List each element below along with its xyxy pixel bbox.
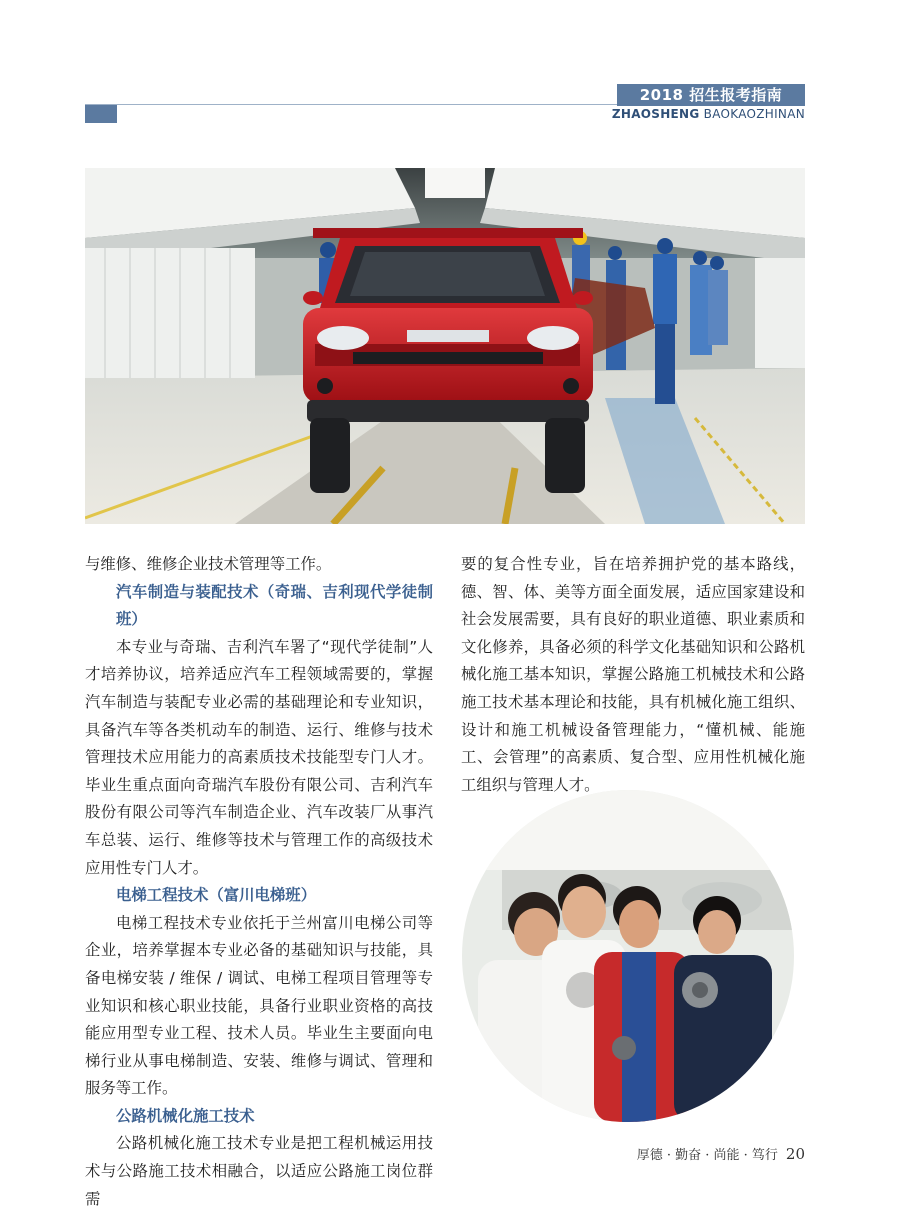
paragraph: 与维修、维修企业技术管理等工作。	[85, 555, 332, 573]
workshop-photo	[462, 790, 794, 1122]
section-heading-elevator: 电梯工程技术（富川电梯班）	[116, 886, 317, 905]
paragraph: 电梯工程技术专业依托于兰州富川电梯公司等企业，培养掌握本专业必备的基础知识与技能，具备电梯安装 / 维保 / 调试、电梯工程项目管理等专业知识和核心职业技能，具备行业职业资格的高技能应用型专业工程、技术人员。毕业生主要面向电梯行业从事电梯制造、安装、维修与调试、管理和服务等工作。	[85, 913, 433, 1098]
right-text-column	[461, 551, 805, 799]
section-heading-automotive: 汽车制造与装配技术（奇瑞、吉利现代学徒制班）	[116, 582, 433, 629]
page-number: 20	[785, 1145, 805, 1163]
left-text-column	[85, 551, 433, 1213]
section-heading-road-machinery: 公路机械化施工技术	[116, 1106, 255, 1125]
header-subtitle-rest: BAOKAOZHINAN	[699, 107, 805, 121]
paragraph: 公路机械化施工技术专业是把工程机械运用技术与公路施工技术相融合，以适应公路施工岗位群需	[85, 1134, 433, 1208]
header-subtitle	[612, 106, 805, 122]
header-title: 2018 招生报考指南	[617, 84, 805, 106]
header-accent-block	[85, 105, 117, 123]
paragraph: 本专业与奇瑞、吉利汽车署了“现代学徒制”人才培养协议，培养适应汽车工程领域需要的，掌握汽车制造与装配专业必需的基础理论和专业知识，具备汽车等各类机动车的制造、运行、维修与技术管理技术应用能力的高素质技术技能型专门人才。毕业生重点面向奇瑞汽车股份有限公司、吉利汽车股份有限公司等汽车制造企业、汽车改装厂从事汽车总装、运行、维修等技术与管理工作的高级技术应用性专门人才。	[85, 637, 433, 877]
page-footer	[637, 1144, 805, 1163]
paragraph: 要的复合性专业，旨在培养拥护党的基本路线，德、智、体、美等方面全面发展，适应国家建设和社会发展需要，具有良好的职业道德、职业素质和文化修养，具备必须的科学文化基础知识和公路机械化施工基本知识，掌握公路施工机械技术和公路施工技术基本理论和技能，具有机械化施工组织、设计和施工机械设备管理能力，“懂机械、能施工、会管理”的高素质、复合型、应用性机械化施工组织与管理人才。	[461, 555, 805, 794]
header-subtitle-bold: ZHAOSHENG	[611, 107, 700, 121]
car-assembly-photo	[85, 168, 805, 524]
footer-motto: 厚德 · 勤奋 · 尚能 · 笃行	[636, 1148, 778, 1163]
